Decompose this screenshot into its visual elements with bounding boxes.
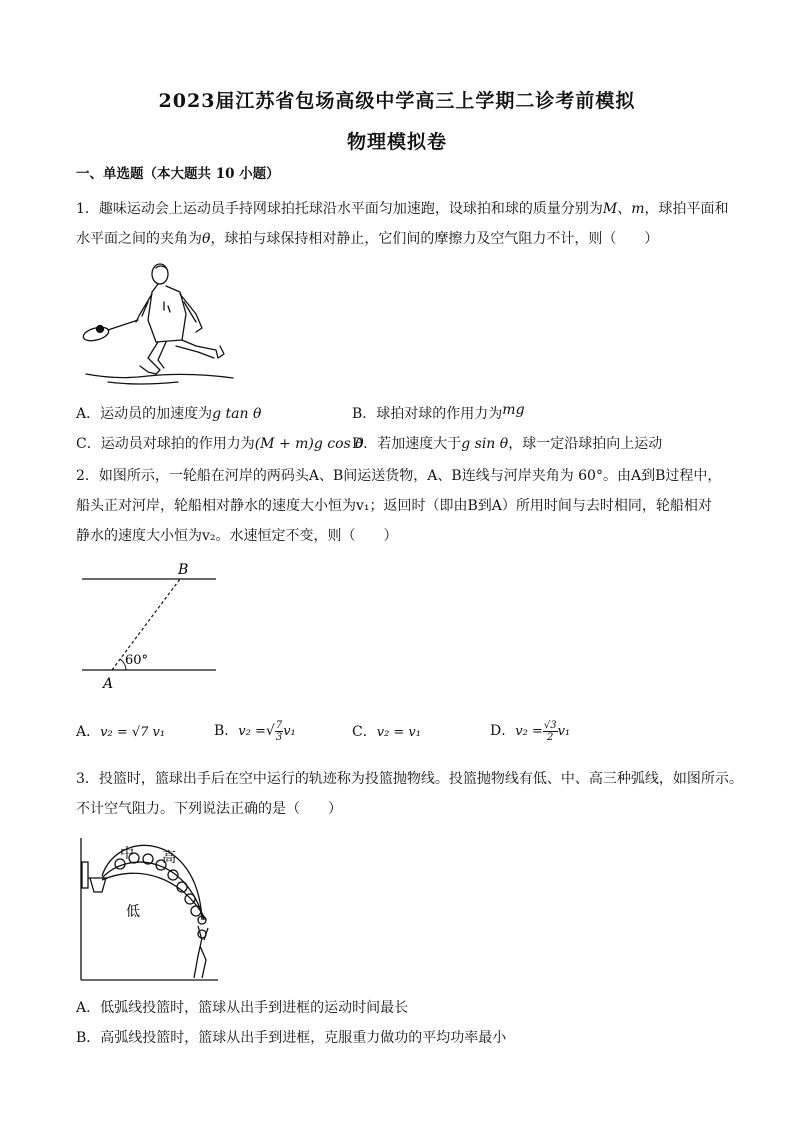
label-angle: 60° (125, 653, 149, 668)
q2-option-b-num: 7 (275, 719, 283, 731)
q1-stem-line1 (76, 199, 729, 219)
q1-var-M: M (602, 201, 618, 217)
q2-option-d-rhs: v₁ (557, 724, 571, 739)
label-high: 高 (162, 850, 176, 866)
q3-stem-line1: 3．投篮时，篮球出手后在空中运行的轨迹称为投篮抛物线。投篮抛物线有低、中、高三种弧线，如图所示。 (76, 771, 743, 787)
q2-stem-line3: 静水的速度大小恒为v₂。水速恒定不变，则（ ） (76, 528, 398, 544)
q1-option-d[interactable] (352, 434, 662, 454)
q2-option-a-expr: v₂ = √7 v₁ (100, 725, 166, 740)
q1-sep: 、 (617, 201, 632, 217)
label-a: A (103, 676, 114, 692)
q1-runner-figure (78, 262, 238, 392)
q2-option-b[interactable]: B．v₂ =√ $\frac{7}{3}$ v₁ (214, 719, 296, 743)
q1-option-d-tail: ，球一定沿球拍向上运动 (508, 436, 663, 452)
q2-option-d-lhs: v₂ = (515, 724, 543, 739)
section-heading: 一、单选题（本大题共 10 小题） (76, 166, 280, 182)
label-b: B (178, 562, 189, 578)
q3-basketball-figure (78, 834, 228, 984)
trajectory-low (102, 873, 206, 920)
q1-option-a[interactable] (76, 404, 261, 424)
q1-var-m: m (631, 201, 645, 217)
q3-stem-line2: 不计空气阻力。下列说法正确的是（ ） (76, 801, 342, 817)
q2-option-d-fraction (543, 720, 558, 743)
q2-stem-line2: 船头正对河岸，轮船相对静水的速度大小恒为v₁；返回时（即由B到A）所用时间与去时相同，轮船相对 (76, 498, 712, 514)
label-mid: 中 (120, 846, 134, 862)
q3-option-a[interactable]: A．低弧线投篮时，篮球从出手到进框的运动时间最长 (76, 1000, 409, 1016)
q2-option-b-rhs: v₁ (283, 724, 296, 739)
q2-option-d[interactable] (490, 716, 570, 747)
q1-text: 1．趣味运动会上运动员手持网球拍托球沿水平面匀加速跑，设球拍和球的质量分别为 (76, 201, 603, 217)
q2-option-c-label: C． (352, 724, 377, 740)
q2-option-b-den: 3 (275, 731, 283, 743)
q3-option-b[interactable]: B．高弧线投篮时，篮球从出手到进框，克服重力做功的平均功率最小 (76, 1030, 507, 1046)
q1-text-tail: ，球拍平面和 (644, 201, 729, 217)
q1-option-c[interactable] (76, 434, 364, 454)
shooter-figure (194, 926, 208, 978)
q1-option-b-expr: mg (502, 402, 525, 418)
q1-option-a-label: A．运动员的加速度为 (76, 406, 213, 422)
q1-option-b[interactable] (352, 404, 525, 424)
q2-river-figure (78, 560, 228, 690)
label-low: 低 (126, 904, 140, 920)
q1-option-c-label: C．运动员对球拍的作用力为 (76, 436, 255, 452)
q2-option-b-fraction (275, 720, 283, 743)
q2-option-c-expr: v₂ = v₁ (376, 725, 421, 740)
q2-option-a-label: A． (76, 724, 101, 740)
q1-option-d-label: D．若加速度大于 (352, 436, 462, 452)
q1-text2: 水平面之间的夹角为 (76, 231, 202, 247)
document-title: 2023届江苏省包场高级中学高三上学期二诊考前模拟 (158, 90, 636, 112)
q2-option-d-num: √3 (543, 719, 557, 731)
q1-option-d-expr: g sin θ (461, 436, 509, 452)
q1-stem-line2 (76, 229, 658, 249)
q1-option-c-expr: (M + m)g cos θ (254, 436, 364, 452)
q1-option-a-expr: g tan θ (212, 406, 262, 422)
document-subtitle: 物理模拟卷 (346, 131, 447, 153)
q2-option-a[interactable] (76, 722, 165, 743)
q2-option-d-label: D． (490, 723, 516, 739)
q2-option-c[interactable] (352, 722, 421, 743)
q1-var-theta: θ (202, 231, 211, 247)
q2-option-b-label: B． (214, 723, 239, 739)
q1-text2-tail: ，球拍与球保持相对静止，它们间的摩擦力及空气阻力不计，则（ ） (210, 231, 659, 247)
q2-stem-line1: 2．如图所示，一轮船在河岸的两码头A、B间运送货物，A、B连线与河岸夹角为 60°。由A到B过程中， (76, 468, 722, 484)
q2-option-b-lhs: v₂ = (238, 724, 266, 739)
q1-option-b-label: B．球拍对球的作用力为 (352, 406, 503, 422)
q2-option-d-den: 2 (547, 731, 554, 743)
